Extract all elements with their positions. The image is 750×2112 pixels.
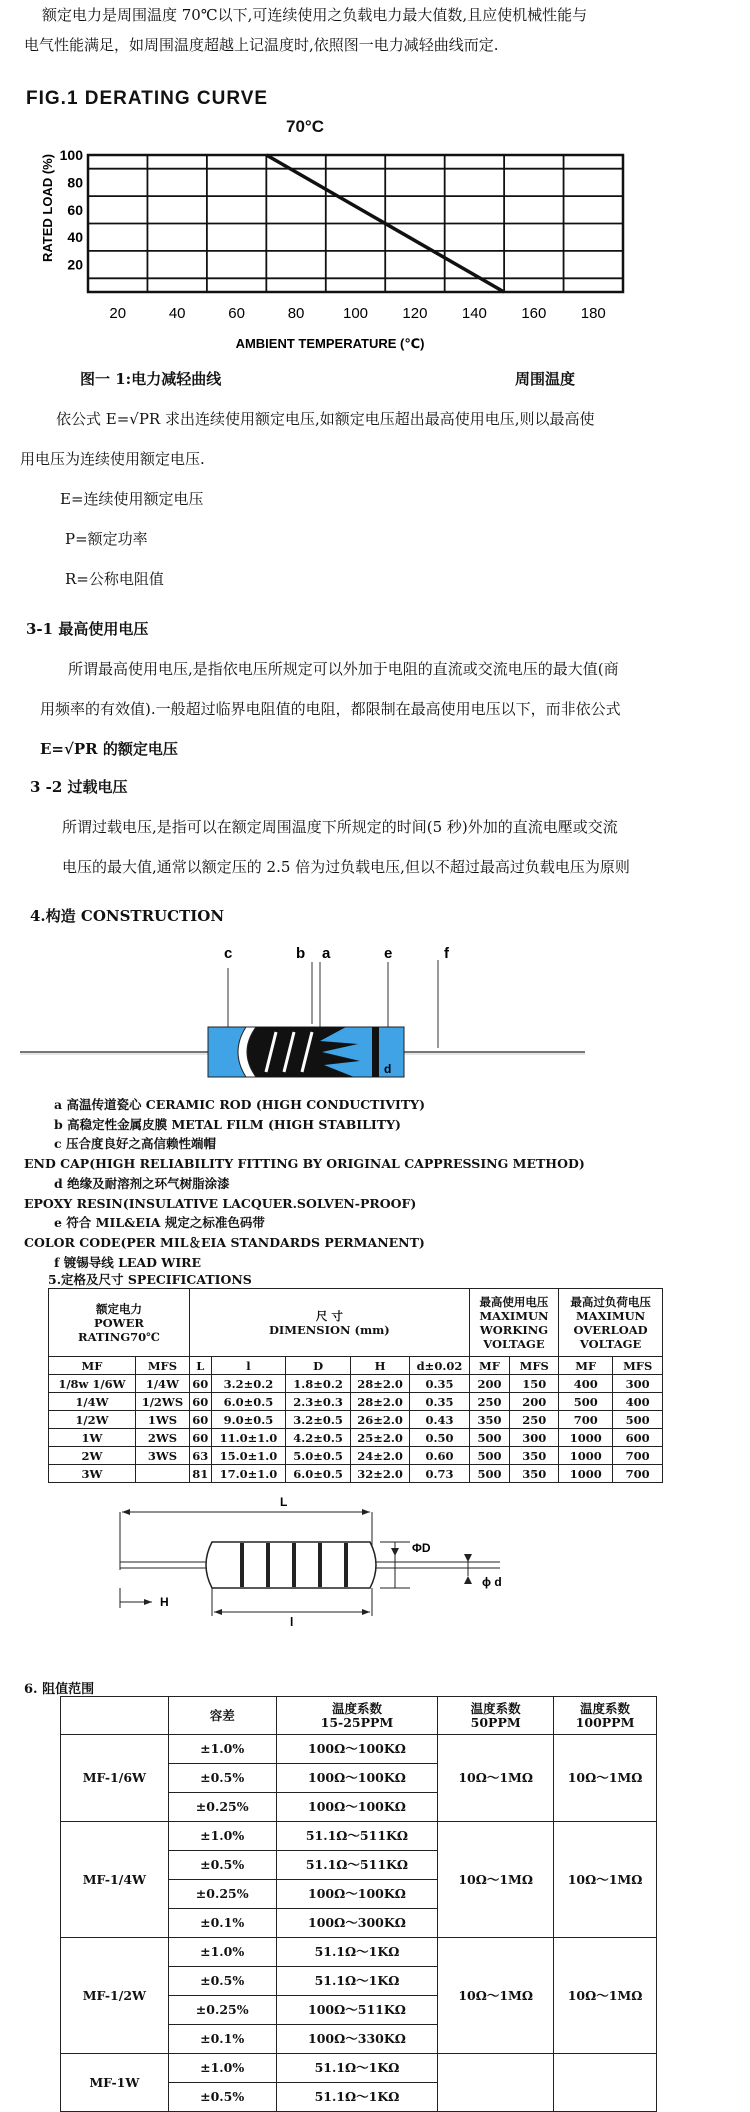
range-row bbox=[61, 1735, 657, 1764]
dim-label-phid: ϕ d bbox=[482, 1575, 502, 1589]
dim-label-l: l bbox=[290, 1615, 294, 1629]
construction-item: b 高稳定性金属皮膜 METAL FILM (HIGH STABILITY) bbox=[54, 1116, 401, 1132]
spec-cell: 60 bbox=[189, 1393, 211, 1411]
range-value-50ppm: 10Ω～1MΩ bbox=[438, 1735, 554, 1822]
range-value-50ppm bbox=[438, 2054, 554, 2112]
spec-cell: 0.35 bbox=[410, 1375, 469, 1393]
spec-column-header: MFS bbox=[135, 1357, 189, 1375]
range-value-15-25ppm: 51.1Ω～511KΩ bbox=[276, 1851, 438, 1880]
spec-cell: 1000 bbox=[559, 1465, 613, 1483]
derating-chart bbox=[0, 130, 700, 360]
spec-cell: 700 bbox=[559, 1411, 613, 1429]
range-tolerance: ±0.25% bbox=[168, 1996, 276, 2025]
resistance-range-table bbox=[60, 1696, 657, 2112]
section-3-1-line-1: 所谓最高使用电压,是指依电压所规定可以外加于电阻的直流或交流电压的最大值(商 bbox=[68, 660, 619, 678]
label-c: c bbox=[224, 945, 233, 962]
spec-cell bbox=[135, 1465, 189, 1483]
spec-row bbox=[49, 1465, 663, 1483]
label-b: b bbox=[296, 945, 306, 962]
range-value-15-25ppm: 100Ω～300KΩ bbox=[276, 1909, 438, 1938]
spec-row bbox=[49, 1447, 663, 1465]
range-tolerance: ±1.0% bbox=[168, 1938, 276, 1967]
section-3-2-line-1: 所谓过载电压,是指可以在额定周围温度下所规定的时间(5 秒)外加的直流电壓或交流 bbox=[62, 818, 618, 836]
spec-cell: 81 bbox=[189, 1465, 211, 1483]
range-tolerance: ±0.5% bbox=[168, 2083, 276, 2112]
spec-cell: 60 bbox=[189, 1411, 211, 1429]
chart-y-tick: 20 bbox=[67, 256, 83, 273]
section-3-1-line-3: E=√PR 的额定电压 bbox=[40, 740, 178, 758]
chart-y-tick: 60 bbox=[67, 201, 83, 218]
chart-x-tick: 80 bbox=[287, 305, 305, 322]
spec-row bbox=[49, 1411, 663, 1429]
label-d: d bbox=[384, 1062, 392, 1076]
range-model-name: MF-1/4W bbox=[61, 1822, 169, 1938]
spec-cell: 0.60 bbox=[410, 1447, 469, 1465]
spec-cell: 200 bbox=[510, 1393, 559, 1411]
chart-x-tick: 20 bbox=[109, 305, 127, 322]
section-4-heading: 4.构造 CONSTRUCTION bbox=[30, 907, 225, 925]
spec-cell: 3.2±0.5 bbox=[286, 1411, 351, 1429]
spec-cell: 3W bbox=[49, 1465, 136, 1483]
spec-cell: 500 bbox=[559, 1393, 613, 1411]
dimension-drawing bbox=[100, 1490, 520, 1630]
spec-cell: 350 bbox=[469, 1411, 510, 1429]
spec-cell: 500 bbox=[613, 1411, 663, 1429]
spec-cell: 500 bbox=[469, 1447, 510, 1465]
spec-column-header: H bbox=[350, 1357, 409, 1375]
construction-item: d 绝缘及耐溶剂之环气树脂涂漆 bbox=[54, 1175, 230, 1191]
range-value-15-25ppm: 100Ω～100KΩ bbox=[276, 1735, 438, 1764]
label-e: e bbox=[384, 945, 393, 962]
chart-x-tick: 60 bbox=[228, 305, 245, 322]
spec-cell: 300 bbox=[510, 1429, 559, 1447]
spec-cell: 200 bbox=[469, 1375, 510, 1393]
range-tolerance: ±0.5% bbox=[168, 1851, 276, 1880]
spec-row bbox=[49, 1375, 663, 1393]
range-value-15-25ppm: 100Ω～511KΩ bbox=[276, 1996, 438, 2025]
chart-y-tick: 80 bbox=[67, 174, 83, 191]
figure-caption-left: 图一 1:电力减轻曲线 bbox=[80, 370, 222, 388]
range-row bbox=[61, 1938, 657, 1967]
section-5-heading: 5.定格及尺寸 SPECIFICATIONS bbox=[48, 1272, 252, 1287]
chart-x-tick: 120 bbox=[402, 305, 428, 322]
formula-line-1: 依公式 E=√PR 求出连续使用额定电压,如额定电压超出最高使用电压,则以最高使 bbox=[56, 410, 595, 428]
range-tolerance: ±0.1% bbox=[168, 1909, 276, 1938]
intro-line-1: 额定电力是周围温度 70℃以下,可连续使用之负载电力最大值数,且应使机械性能与 bbox=[42, 6, 588, 24]
spec-cell: 1W bbox=[49, 1429, 136, 1447]
chart-ylabel: RATED LOAD (%) bbox=[40, 153, 55, 263]
spec-cell: 17.0±1.0 bbox=[211, 1465, 286, 1483]
spec-cell: 1/4W bbox=[135, 1375, 189, 1393]
construction-item-list bbox=[24, 1095, 585, 1272]
spec-cell: 500 bbox=[469, 1465, 510, 1483]
range-model-name: MF-1/2W bbox=[61, 1938, 169, 2054]
spec-cell: 4.2±0.5 bbox=[286, 1429, 351, 1447]
range-value-50ppm: 10Ω～1MΩ bbox=[438, 1822, 554, 1938]
spec-cell: 6.0±0.5 bbox=[286, 1465, 351, 1483]
spec-cell: 25±2.0 bbox=[350, 1429, 409, 1447]
spec-cell: 11.0±1.0 bbox=[211, 1429, 286, 1447]
dim-label-phiD: ΦD bbox=[412, 1541, 431, 1555]
spec-cell: 1/8w 1/6W bbox=[49, 1375, 136, 1393]
header-max-working-voltage: 最高使用电压 MAXIMUN WORKING VOLTAGE bbox=[469, 1289, 558, 1357]
section-6-heading: 6. 阻值范围 bbox=[24, 1682, 95, 1697]
spec-cell: 350 bbox=[510, 1447, 559, 1465]
range-value-15-25ppm: 51.1Ω～1KΩ bbox=[276, 2054, 438, 2083]
section-3-1-heading: 3-1 最高使用电压 bbox=[26, 620, 149, 638]
range-value-100ppm bbox=[554, 2054, 657, 2112]
chart-y-tick: 100 bbox=[59, 147, 83, 163]
spec-column-header: D bbox=[286, 1357, 351, 1375]
spec-cell: 28±2.0 bbox=[350, 1375, 409, 1393]
spec-cell: 1000 bbox=[559, 1447, 613, 1465]
spec-column-header: l bbox=[211, 1357, 286, 1375]
spec-column-header-row bbox=[49, 1357, 663, 1375]
spec-cell: 0.43 bbox=[410, 1411, 469, 1429]
spec-cell: 28±2.0 bbox=[350, 1393, 409, 1411]
spec-cell: 6.0±0.5 bbox=[211, 1393, 286, 1411]
dim-label-L: L bbox=[280, 1495, 288, 1509]
chart-x-tick: 140 bbox=[461, 305, 487, 322]
spec-cell: 250 bbox=[510, 1411, 559, 1429]
construction-item: EPOXY RESIN(INSULATIVE LACQUER.SOLVEN-PROOF) bbox=[24, 1195, 417, 1211]
label-a: a bbox=[322, 945, 331, 962]
construction-item: c 压合度良好之高信赖性端帽 bbox=[54, 1136, 216, 1152]
spec-cell: 3.2±0.2 bbox=[211, 1375, 286, 1393]
spec-cell: 26±2.0 bbox=[350, 1411, 409, 1429]
range-value-15-25ppm: 51.1Ω～1KΩ bbox=[276, 1967, 438, 1996]
spec-cell: 1/4W bbox=[49, 1393, 136, 1411]
range-value-100ppm: 10Ω～1MΩ bbox=[554, 1938, 657, 2054]
spec-cell: 500 bbox=[469, 1429, 510, 1447]
spec-cell: 1/2WS bbox=[135, 1393, 189, 1411]
spec-cell: 3WS bbox=[135, 1447, 189, 1465]
spec-column-header: MFS bbox=[613, 1357, 663, 1375]
range-value-100ppm: 10Ω～1MΩ bbox=[554, 1735, 657, 1822]
spec-cell: 1.8±0.2 bbox=[286, 1375, 351, 1393]
formula-line-2: 用电压为连续使用额定电压. bbox=[20, 450, 205, 468]
intro-line-2: 电气性能满足，如周围温度超越上记温度时,依照图一电力减轻曲线而定. bbox=[24, 36, 499, 54]
spec-cell: 700 bbox=[613, 1447, 663, 1465]
chart-x-tick: 180 bbox=[580, 305, 606, 322]
header-tolerance: 容差 bbox=[168, 1697, 276, 1735]
range-row bbox=[61, 2054, 657, 2083]
header-power: 额定电力 POWER RATING70℃ bbox=[49, 1289, 190, 1357]
formula-r: R=公称电阻值 bbox=[65, 570, 164, 588]
range-tolerance: ±1.0% bbox=[168, 2054, 276, 2083]
spec-cell: 15.0±1.0 bbox=[211, 1447, 286, 1465]
range-value-15-25ppm: 51.1Ω～1KΩ bbox=[276, 2083, 438, 2112]
construction-item: END CAP(HIGH RELIABILITY FITTING BY ORIGINAL CAPPRESSING METHOD) bbox=[24, 1156, 585, 1172]
figure-title: FIG.1 DERATING CURVE bbox=[26, 88, 269, 109]
range-value-15-25ppm: 100Ω～100KΩ bbox=[276, 1764, 438, 1793]
spec-cell: 150 bbox=[510, 1375, 559, 1393]
spec-cell: 400 bbox=[559, 1375, 613, 1393]
spec-row bbox=[49, 1393, 663, 1411]
spec-column-header: MFS bbox=[510, 1357, 559, 1375]
header-tcr-50: 温度系数 50PPM bbox=[438, 1697, 554, 1735]
spec-column-header: MF bbox=[469, 1357, 510, 1375]
range-value-15-25ppm: 51.1Ω～511KΩ bbox=[276, 1822, 438, 1851]
header-max-overload-voltage: 最高过负荷电压 MAXIMUN OVERLOAD VOLTAGE bbox=[559, 1289, 663, 1357]
formula-p: P=额定功率 bbox=[65, 530, 148, 548]
spec-cell: 250 bbox=[469, 1393, 510, 1411]
header-dimension: 尺 寸 DIMENSION (mm) bbox=[189, 1289, 469, 1357]
construction-item: e 符合 MIL&EIA 规定之标准色码带 bbox=[54, 1215, 265, 1231]
spec-cell: 60 bbox=[189, 1375, 211, 1393]
spec-cell: 0.50 bbox=[410, 1429, 469, 1447]
figure-caption-right: 周围温度 bbox=[515, 370, 576, 388]
range-row bbox=[61, 1822, 657, 1851]
spec-cell: 600 bbox=[613, 1429, 663, 1447]
spec-cell: 2W bbox=[49, 1447, 136, 1465]
figure-temp-label: 70°C bbox=[286, 117, 324, 136]
range-tolerance: ±0.25% bbox=[168, 1880, 276, 1909]
formula-e: E=连续使用额定电压 bbox=[60, 490, 204, 508]
spec-column-header: MF bbox=[559, 1357, 613, 1375]
spec-cell: 1000 bbox=[559, 1429, 613, 1447]
range-tolerance: ±0.25% bbox=[168, 1793, 276, 1822]
spec-cell: 32±2.0 bbox=[350, 1465, 409, 1483]
resistor-construction-diagram bbox=[20, 940, 600, 1120]
range-tolerance: ±1.0% bbox=[168, 1735, 276, 1764]
specifications-table bbox=[48, 1288, 663, 1483]
construction-item: f 镀锡导线 LEAD WIRE bbox=[54, 1254, 202, 1270]
spec-column-header: d±0.02 bbox=[410, 1357, 469, 1375]
construction-item: a 高温传道瓷心 CERAMIC ROD (HIGH CONDUCTIVITY) bbox=[54, 1097, 426, 1112]
section-3-2-heading: 3 -2 过载电压 bbox=[30, 778, 128, 796]
spec-cell: 2.3±0.3 bbox=[286, 1393, 351, 1411]
range-value-15-25ppm: 100Ω～100KΩ bbox=[276, 1880, 438, 1909]
spec-cell: 24±2.0 bbox=[350, 1447, 409, 1465]
range-model-name: MF-1W bbox=[61, 2054, 169, 2112]
range-model-name: MF-1/6W bbox=[61, 1735, 169, 1822]
construction-item: COLOR CODE(PER MIL＆EIA STANDARDS PERMANENT) bbox=[24, 1234, 425, 1250]
spec-cell: 2WS bbox=[135, 1429, 189, 1447]
spec-cell: 0.35 bbox=[410, 1393, 469, 1411]
spec-cell: 350 bbox=[510, 1465, 559, 1483]
spec-cell: 1/2W bbox=[49, 1411, 136, 1429]
section-3-1-line-2: 用频率的有效值).一般超过临界电阻值的电阻，都限制在最高使用电压以下，而非依公式 bbox=[40, 700, 621, 718]
range-value-50ppm: 10Ω～1MΩ bbox=[438, 1938, 554, 2054]
spec-column-header: MF bbox=[49, 1357, 136, 1375]
spec-cell: 5.0±0.5 bbox=[286, 1447, 351, 1465]
chart-x-tick: 100 bbox=[342, 305, 369, 322]
spec-cell: 700 bbox=[613, 1465, 663, 1483]
header-tcr-15-25: 温度系数 15-25PPM bbox=[276, 1697, 438, 1735]
chart-xlabel: AMBIENT TEMPERATURE (℃) bbox=[235, 336, 425, 351]
range-tolerance: ±0.5% bbox=[168, 1967, 276, 1996]
spec-row bbox=[49, 1429, 663, 1447]
chart-y-tick: 40 bbox=[67, 229, 83, 246]
range-tolerance: ±1.0% bbox=[168, 1822, 276, 1851]
spec-cell: 400 bbox=[613, 1393, 663, 1411]
spec-cell: 1WS bbox=[135, 1411, 189, 1429]
range-value-100ppm: 10Ω～1MΩ bbox=[554, 1822, 657, 1938]
section-3-2-line-2: 电压的最大值,通常以额定压的 2.5 倍为过负载电压,但以不超过最高过负载电压为原则 bbox=[62, 858, 630, 876]
chart-x-tick: 40 bbox=[168, 305, 186, 322]
spec-column-header: L bbox=[189, 1357, 211, 1375]
dim-label-H: H bbox=[160, 1595, 169, 1609]
range-tolerance: ±0.1% bbox=[168, 2025, 276, 2054]
spec-cell: 9.0±0.5 bbox=[211, 1411, 286, 1429]
spec-cell: 63 bbox=[189, 1447, 211, 1465]
spec-cell: 0.73 bbox=[410, 1465, 469, 1483]
header-tcr-100: 温度系数 100PPM bbox=[554, 1697, 657, 1735]
range-value-15-25ppm: 51.1Ω～1KΩ bbox=[276, 1938, 438, 1967]
range-value-15-25ppm: 100Ω～100KΩ bbox=[276, 1793, 438, 1822]
range-value-15-25ppm: 100Ω～330KΩ bbox=[276, 2025, 438, 2054]
header-empty bbox=[61, 1697, 169, 1735]
spec-cell: 60 bbox=[189, 1429, 211, 1447]
spec-cell: 300 bbox=[613, 1375, 663, 1393]
range-tolerance: ±0.5% bbox=[168, 1764, 276, 1793]
chart-x-tick: 160 bbox=[521, 305, 547, 322]
label-f: f bbox=[444, 945, 449, 962]
